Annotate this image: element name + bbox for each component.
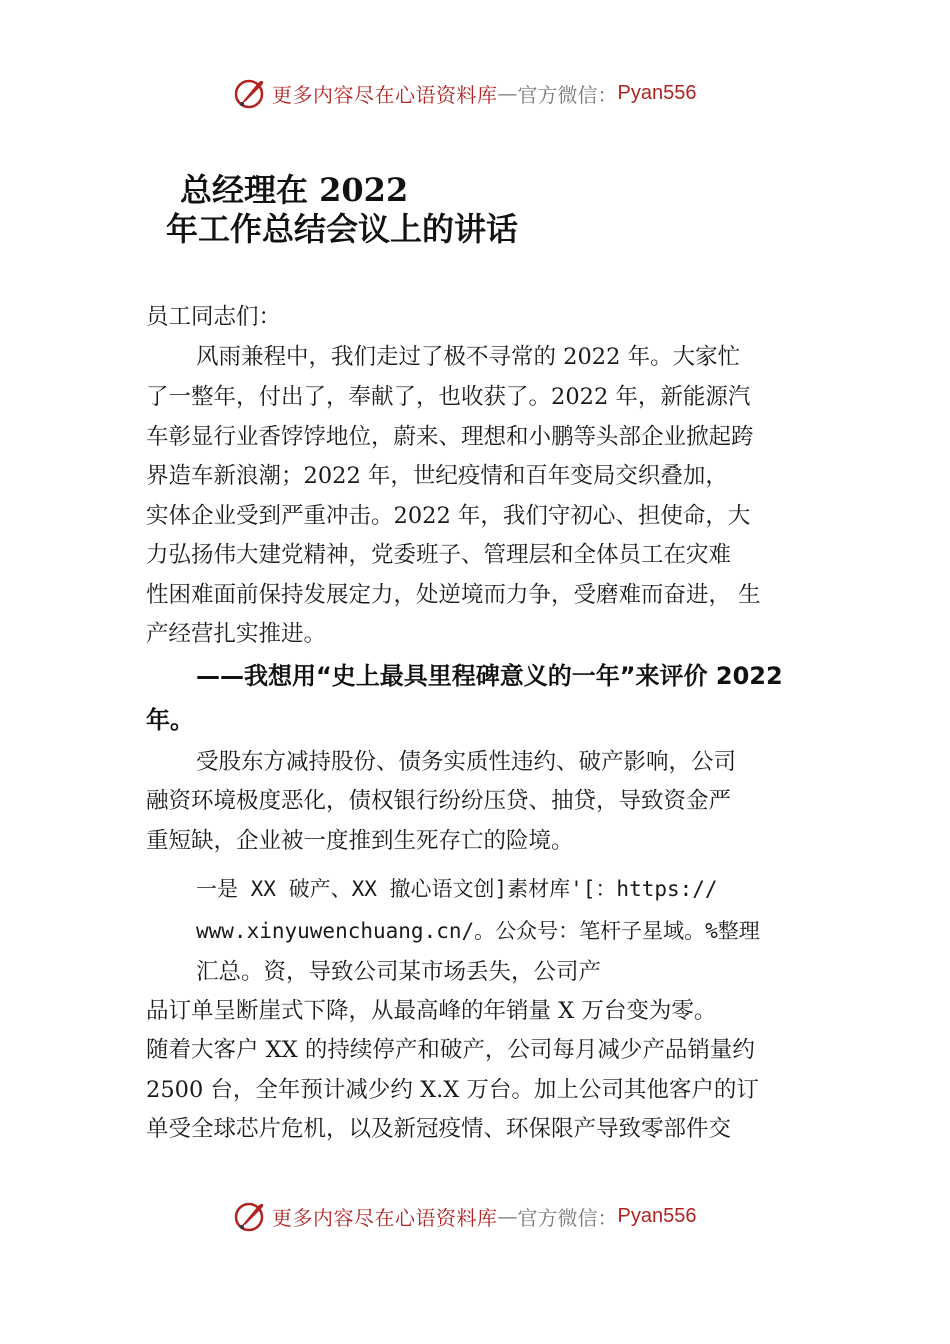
highlight-quote: ——我想用“史上最具里程碑意义的一年”来评价 2022	[196, 662, 783, 690]
highlight-quote-end: 年。	[146, 706, 194, 734]
paragraph-line: 车彰显行业香饽饽地位，蔚来、理想和小鹏等头部企业掀起跨	[146, 424, 754, 450]
paragraph-line: 力弘扬伟大建党精神，党委班子、管理层和全体员工在灾难	[146, 542, 732, 568]
banner-official-label: 官方微信：	[517, 1205, 618, 1230]
website-line: www.xinyuwenchuang.cn/。公众号：笔杆子星域。%整理	[196, 919, 760, 943]
paragraph-line: 了一整年，付出了，奉献了，也收获了。2022 年，新能源汽	[146, 384, 751, 410]
feather-quill-logo-icon	[232, 1198, 268, 1234]
paragraph-line: 实体企业受到严重冲击。2022 年，我们守初心、担使命，大	[146, 503, 751, 529]
paragraph-line: 品订单呈断崖式下降，从最高峰的年销量 X 万台变为零。	[146, 998, 717, 1024]
banner-wechat-id: Pyan556	[617, 1204, 697, 1227]
paragraph-line: 一是 XX 破产、XX 撤心语文创]素材库'[：https://	[196, 877, 718, 901]
banner-title: 更多内容尽在心语资料库	[272, 82, 498, 107]
header-banner	[232, 73, 696, 113]
paragraph-line: 融资环境极度恶化，债权银行纷纷压贷、抽贷，导致资金严	[146, 788, 732, 814]
paragraph-line: 产经营扎实推进。	[146, 621, 327, 647]
salutation: 员工同志们：	[146, 304, 282, 330]
document-title-line-1: 总经理在 2022	[180, 171, 409, 209]
paragraph-line: 单受全球芯片危机，以及新冠疫情、环保限产导致零部件交	[146, 1116, 732, 1142]
document-title-line-2: 年工作总结会议上的讲话	[166, 210, 519, 248]
paragraph-line: 2500 台，全年预计减少约 X.X 万台。加上公司其他客户的订	[146, 1077, 759, 1103]
banner-separator: —	[497, 81, 518, 105]
banner-official-label: 官方微信：	[517, 82, 618, 107]
banner-title: 更多内容尽在心语资料库	[272, 1205, 498, 1230]
paragraph-line: 性困难面前保持发展定力，处逆境而力争，受磨难而奋进， 生	[146, 582, 761, 608]
paragraph-line: 随着大客户 XX 的持续停产和破产，公司每月减少产品销量约	[146, 1037, 755, 1063]
paragraph-line: 风雨兼程中，我们走过了极不寻常的 2022 年。大家忙	[196, 344, 741, 370]
paragraph-line: 受股东方减持股份、债务实质性违约、破产影响，公司	[196, 749, 737, 775]
paragraph-line: 汇总。资，导致公司某市场丢失，公司产	[196, 959, 602, 985]
banner-wechat-id: Pyan556	[617, 81, 697, 104]
paragraph-line: 重短缺，企业被一度推到生死存亡的险境。	[146, 828, 574, 854]
feather-quill-logo-icon	[232, 75, 268, 111]
paragraph-line: 界造车新浪潮；2022 年，世纪疫情和百年变局交织叠加，	[146, 463, 728, 489]
banner-separator: —	[497, 1204, 518, 1228]
footer-banner	[232, 1196, 696, 1236]
